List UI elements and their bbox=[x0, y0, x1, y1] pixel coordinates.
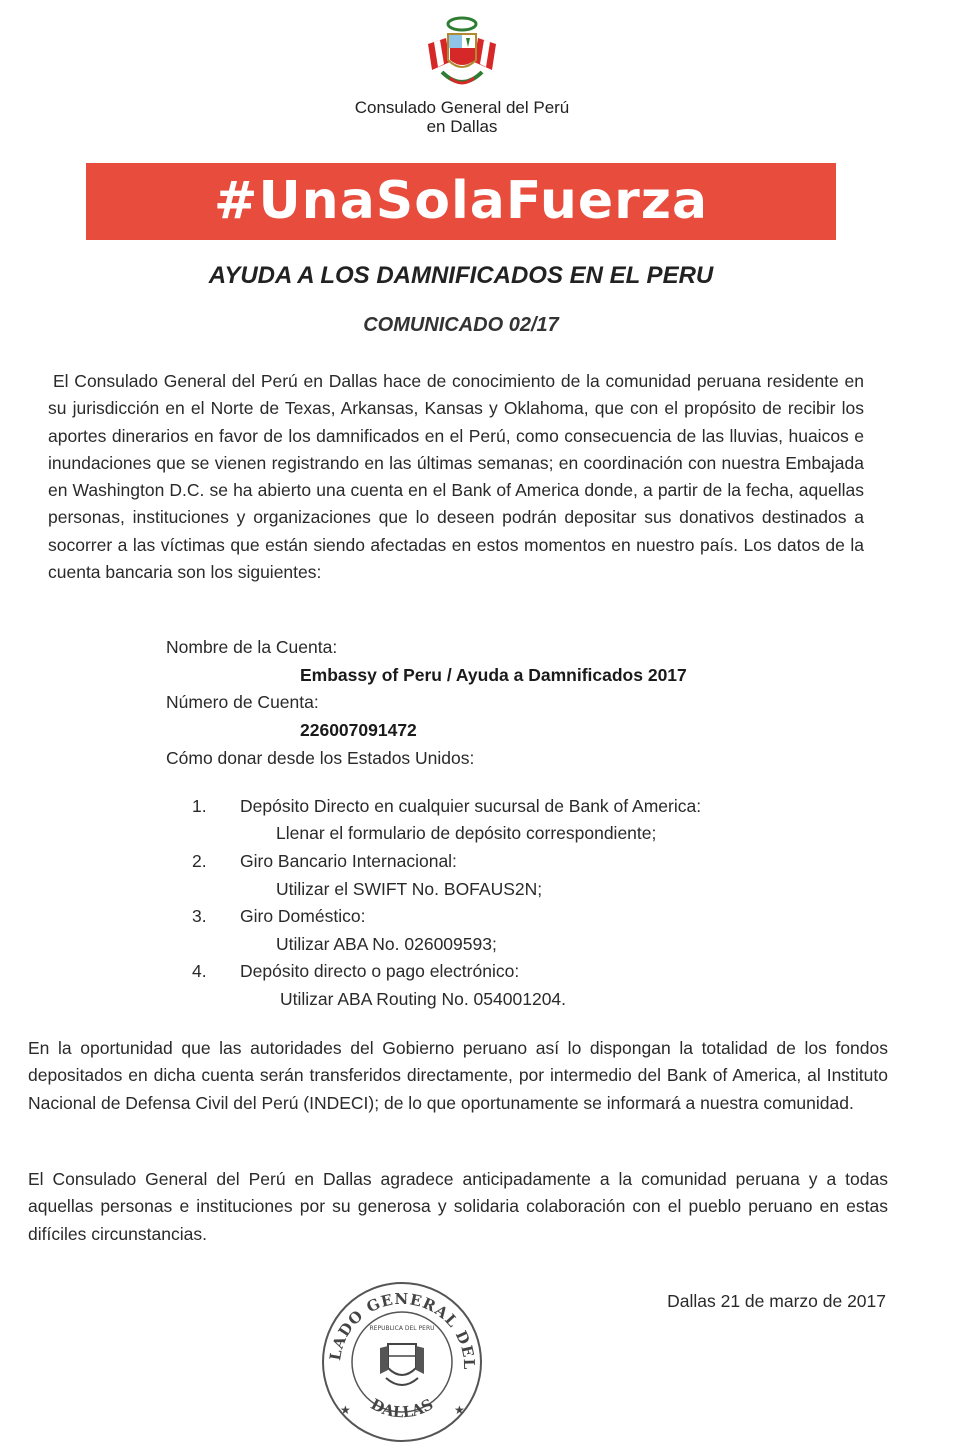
consulate-seal-stamp bbox=[316, 1278, 488, 1444]
document-date: Dallas 21 de marzo de 2017 bbox=[667, 1291, 886, 1311]
method-detail: Utilizar ABA Routing No. 054001204. bbox=[280, 989, 567, 1009]
method-detail: Llenar el formulario de depósito correspondiente; bbox=[276, 823, 657, 843]
account-number-label: Número de Cuenta: bbox=[166, 692, 319, 712]
consulate-city: en Dallas bbox=[426, 117, 498, 136]
account-number-value: 226007091472 bbox=[300, 720, 417, 740]
method-title: Giro Bancario Internacional: bbox=[240, 851, 457, 871]
account-name-label: Nombre de la Cuenta: bbox=[166, 637, 338, 657]
method-number: 3. bbox=[192, 906, 207, 926]
method-detail: Utilizar ABA No. 026009593; bbox=[276, 934, 497, 954]
hashtag-banner bbox=[86, 163, 836, 240]
svg-text:REPUBLICA DEL PERU: REPUBLICA DEL PERU bbox=[369, 1325, 435, 1332]
method-number: 2. bbox=[192, 851, 207, 871]
method-number: 1. bbox=[192, 796, 207, 816]
document-title: AYUDA A LOS DAMNIFICADOS EN EL PERU bbox=[208, 262, 714, 289]
svg-text:DALLAS: DALLAS bbox=[367, 1395, 437, 1422]
account-name-value: Embassy of Peru / Ayuda a Damnificados 2017 bbox=[300, 665, 687, 685]
how-to-donate-label: Cómo donar desde los Estados Unidos: bbox=[166, 748, 475, 768]
svg-text:★: ★ bbox=[454, 1403, 465, 1417]
svg-text:CONSULADO GENERAL DEL PERU: LADO GENERAL DEL bbox=[326, 1289, 479, 1371]
intro-paragraph: El Consulado General del Perú en Dallas hace de conocimiento de la comunidad peruana residente en su jurisdicción en el Norte de Texas, Arkansas, Kansas y Oklahoma, que con el propósito de recibir los aportes dinerarios en favor de los damnificados en el Perú, como consecuencia de las lluvias, huaicos e inundaciones que se vienen registrando en las últimas semanas; en coordinación con nuestra Embajada en Washington D.C. se ha abierto una cuenta en el Bank of America donde, a partir de la fecha, aquellas personas, instituciones y organizaciones que lo deseen podrán depositar sus donativos destinados a socorrer a las víctimas que están siendo afectadas en estos momentos en nuestro país. Los datos de la cuenta bancaria son los siguientes: bbox=[48, 371, 864, 583]
consulate-name: Consulado General del Perú bbox=[354, 98, 570, 117]
method-title: Giro Doméstico: bbox=[240, 906, 366, 926]
method-number: 4. bbox=[192, 961, 207, 981]
consulate-heading bbox=[300, 98, 624, 136]
method-title: Depósito directo o pago electrónico: bbox=[240, 961, 520, 981]
method-title: Depósito Directo en cualquier sucursal de Bank of America: bbox=[240, 796, 702, 816]
thanks-paragraph: El Consulado General del Perú en Dallas agradece anticipadamente a la comunidad peruana y a todas aquellas personas e instituciones por su generosa y solidaria colaboración con el pueblo peruano en estas difíciles circunstancias. bbox=[28, 1169, 888, 1244]
svg-text:★: ★ bbox=[340, 1403, 351, 1417]
hashtag-text: #UnaSolaFuerza bbox=[213, 171, 709, 231]
coat-of-arms-logo bbox=[420, 14, 504, 96]
transfer-paragraph: En la oportunidad que las autoridades del Gobierno peruano así lo dispongan la totalidad de los fondos depositados en dicha cuenta serán transferidos directamente, por intermedio del Bank of America, al Instituto Nacional de Defensa Civil del Perú (INDECI); de lo que oportunamente se informará a nuestra comunidad. bbox=[28, 1038, 888, 1113]
document-subtitle: COMUNICADO 02/17 bbox=[363, 314, 559, 336]
method-detail: Utilizar el SWIFT No. BOFAUS2N; bbox=[276, 879, 543, 899]
